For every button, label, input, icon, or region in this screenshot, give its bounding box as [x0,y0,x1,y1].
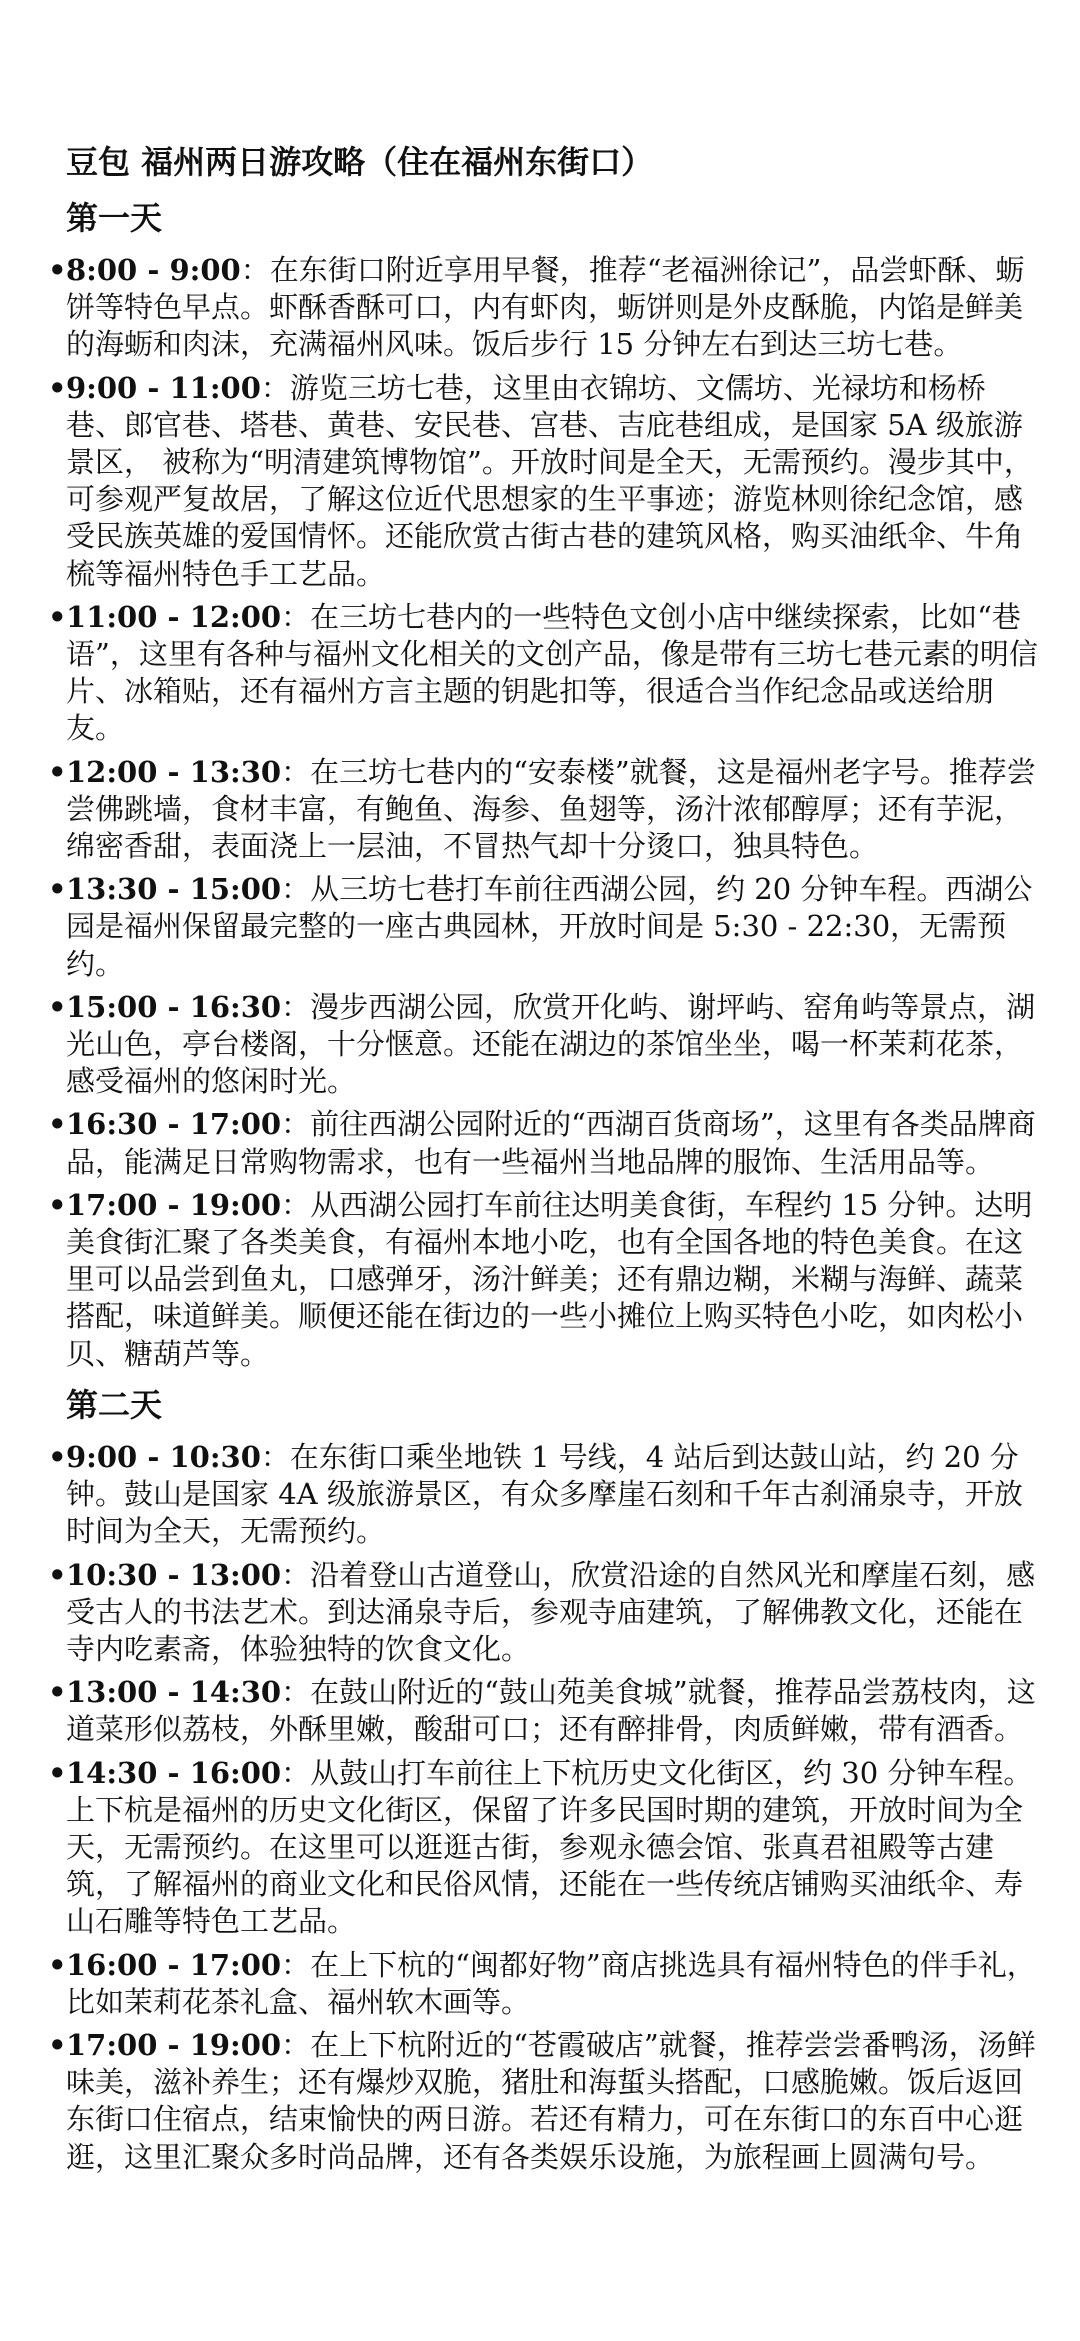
bullet-icon: • [48,1755,67,1790]
list-item [48,1674,1040,1748]
bullet-icon: • [48,754,67,789]
bullet-icon: • [48,872,67,907]
item-time: 16:30 - 17:00 [66,1107,282,1142]
list-item [48,1947,1040,2021]
bullet-icon: • [48,1675,67,1710]
list-item [48,754,1040,866]
list-item [48,2027,1040,2176]
day-2-itinerary [48,1439,1040,2176]
item-time: 16:00 - 17:00 [66,1947,282,1982]
item-time: 13:00 - 14:30 [66,1675,282,1710]
item-text: ：漫步西湖公园，欣赏开化屿、谢坪屿、窑角屿等景点，湖光山色，亭台楼阁，十分惬意。还能在湖边的茶馆坐坐，喝一杯茉莉花茶，感受福州的悠闲时光。 [66,989,1036,1099]
item-text: ：在上下杭的“闽都好物”商店挑选具有福州特色的伴手礼，比如茉莉花茶礼盒、福州软木画等。 [66,1947,1036,2019]
bullet-icon: • [48,1947,67,1982]
day-1-title: 第一天 [66,199,163,237]
bullet-icon: • [48,253,67,287]
bullet-icon: • [48,370,67,405]
list-item [48,1106,1040,1180]
bullet-icon: • [48,599,67,634]
item-time: 14:30 - 16:00 [66,1755,282,1790]
item-text: ：在东街口乘坐地铁 1 号线，4 站后到达鼓山站，约 20 分钟。鼓山是国家 4A 级旅游景区，有众多摩崖石刻和千年古刹涌泉寺，开放时间为全天，无需预约。 [66,1439,1023,1549]
bullet-icon: • [48,1439,67,1474]
item-text: ：游览三坊七巷，这里由衣锦坊、文儒坊、光禄坊和杨桥巷、郎官巷、塔巷、黄巷、安民巷、宫巷、吉庇巷组成，是国家 5A 级旅游景区， 被称为“明清建筑博物馆”。开放时间是全天，无需预约。漫步其中，可参观严复故居，了解这位近代思想家的生平事迹；游览林则徐纪念馆，感受民族英雄的爱国情怀。还能欣赏古街古巷的建筑风格，购买油纸伞、牛角梳等福州特色手工艺品。 [66,370,1033,591]
list-item [48,252,1040,364]
bullet-icon: • [48,989,67,1024]
item-text: ：从鼓山打车前往上下杭历史文化街区，约 30 分钟车程。上下杭是福州的历史文化街区，保留了许多民国时期的建筑，开放时间为全天，无需预约。在这里可以逛逛古街，参观永德会馆、张真君祖殿等古建筑，了解福州的商业文化和民俗风情，还能在一些传统店铺购买油纸伞、寿山石雕等特色工艺品。 [66,1755,1033,1939]
item-time: 10:30 - 13:00 [66,1557,282,1592]
bullet-icon: • [48,1107,67,1142]
item-text: ：沿着登山古道登山，欣赏沿途的自然风光和摩崖石刻，感受古人的书法艺术。到达涌泉寺后，参观寺庙建筑，了解佛教文化，还能在寺内吃素斋，体验独特的饮食文化。 [66,1557,1036,1666]
item-text: ：在三坊七巷内的“安泰楼”就餐，这是福州老字号。推荐尝尝佛跳墙，食材丰富，有鲍鱼、海参、鱼翅等，汤汁浓郁醇厚；还有芋泥，绵密香甜，表面浇上一层油，不冒热气却十分烫口，独具特色。 [66,754,1036,864]
item-time: 13:30 - 15:00 [66,872,282,907]
item-time: 12:00 - 13:30 [66,754,282,789]
item-time: 15:00 - 16:30 [66,989,282,1024]
item-text: ：在上下杭附近的“苍霞破店”就餐，推荐尝尝番鸭汤，汤鲜味美，滋补养生；还有爆炒双脆，猪肚和海蜇头搭配，口感脆嫩。饭后返回东街口住宿点，结束愉快的两日游。若还有精力，可在东街口的东百中心逛逛，这里汇聚众多时尚品牌，还有各类娱乐设施，为旅程画上圆满句号。 [66,2027,1036,2174]
item-text: ：从西湖公园打车前往达明美食街，车程约 15 分钟。达明美食街汇聚了各类美食，有福州本地小吃，也有全国各地的特色美食。在这里可以品尝到鱼丸，口感弹牙，汤汁鲜美；还有鼎边糊，米糊与海鲜、蔬菜搭配，味道鲜美。顺便还能在街边的一些小摊位上购买特色小吃，如肉松小贝、糖葫芦等。 [66,1187,1033,1371]
day-2-title: 第二天 [66,1385,163,1424]
item-time: 17:00 - 19:00 [66,1187,282,1222]
item-time: 11:00 - 12:00 [66,599,282,634]
item-text: ：在三坊七巷内的一些特色文创小店中继续探索，比如“巷语”，这里有各种与福州文化相关的文创产品，像是带有三坊七巷元素的明信片、冰箱贴，还有福州方言主题的钥匙扣等，很适合当作纪念品或送给朋友。 [66,599,1038,746]
list-item [48,1187,1040,1373]
list-item [48,1755,1040,1941]
list-item [48,1439,1040,1551]
bullet-icon: • [48,2027,67,2062]
bullet-icon: • [48,1187,67,1222]
bullet-icon: • [48,1557,67,1592]
day-1-itinerary [48,252,1040,1373]
item-text: ：在鼓山附近的“鼓山苑美食城”就餐，推荐品尝荔枝肉，这道菜形似荔枝，外酥里嫩，酸甜可口；还有醉排骨，肉质鲜嫩，带有酒香。 [66,1675,1036,1747]
list-item [48,370,1040,593]
item-time: 17:00 - 19:00 [66,2027,282,2062]
list-item [48,871,1040,983]
item-text: ：前往西湖公园附近的“西湖百货商场”，这里有各类品牌商品，能满足日常购物需求，也有一些福州当地品牌的服饰、生活用品等。 [66,1107,1036,1179]
item-time: 9:00 - 10:30 [66,1439,261,1474]
item-text: ：在东街口附近享用早餐，推荐“老福洲徐记”，品尝虾酥、蛎饼等特色早点。虾酥香酥可口，内有虾肉，蛎饼则是外皮酥脆，内馅是鲜美的海蛎和肉沫，充满福州风味。饭后步行 15 分钟左右到达三坊七巷。 [66,253,1025,362]
list-item [48,599,1040,748]
list-item [48,989,1040,1101]
item-text: ：从三坊七巷打车前往西湖公园，约 20 分钟车程。西湖公园是福州保留最完整的一座古典园林，开放时间是 5:30 - 22:30，无需预约。 [66,872,1033,981]
list-item [48,1557,1040,1669]
document-title: 豆包 福州两日游攻略（住在福州东街口） [66,143,654,181]
item-time: 8:00 - 9:00 [66,253,241,287]
item-time: 9:00 - 11:00 [66,370,261,405]
